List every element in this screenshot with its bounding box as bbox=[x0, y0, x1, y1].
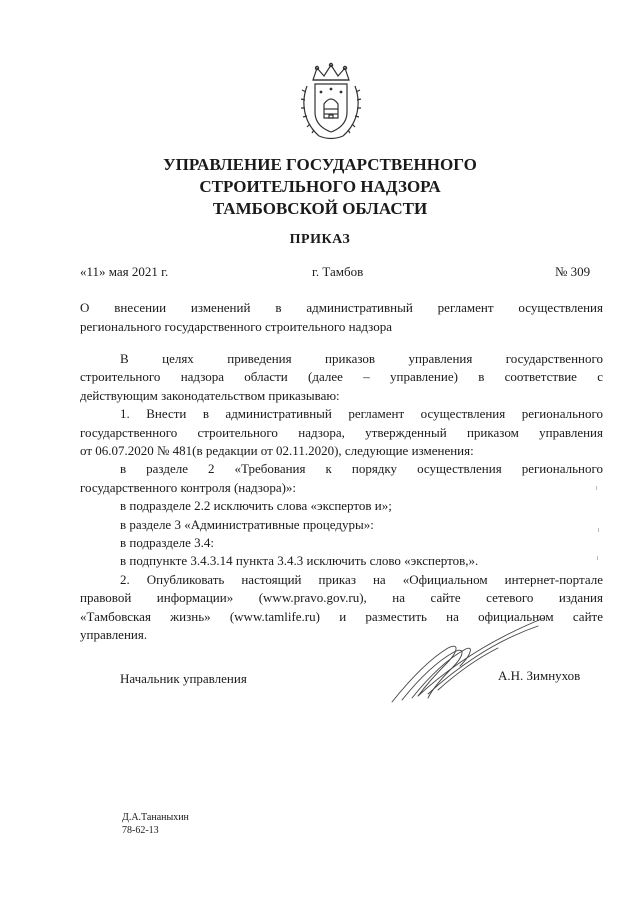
scan-speck bbox=[596, 486, 597, 490]
executor-phone: 78-62-13 bbox=[122, 825, 159, 836]
body-line: в подразделе 3.4: bbox=[120, 535, 215, 551]
organization-name bbox=[0, 154, 640, 220]
executor-name: Д.А.Тананыхин bbox=[122, 812, 189, 823]
body-line: в подразделе 2.2 исключить слова «экспертов и»; bbox=[120, 498, 392, 514]
handwritten-signature bbox=[388, 612, 548, 708]
order-city: г. Тамбов bbox=[312, 264, 364, 279]
scan-speck bbox=[598, 528, 599, 532]
body-line: 2. Опубликовать настоящий приказ на «Официальном интернет-портале bbox=[120, 571, 603, 587]
scan-speck bbox=[597, 556, 598, 560]
executor-info bbox=[122, 811, 189, 837]
order-subject bbox=[80, 298, 603, 336]
body-line: от 06.07.2020 № 481(в редакции от 02.11.2020), следующие изменения: bbox=[80, 443, 474, 459]
body-line: управления. bbox=[80, 627, 148, 643]
body-line: государственного контроля (надзора)»: bbox=[80, 479, 297, 495]
body-line: В целях приведения приказов управления государственного bbox=[120, 351, 603, 366]
order-number: № 309 bbox=[555, 264, 591, 279]
body-line: 1. Внести в административный регламент осуществления регионального bbox=[120, 406, 603, 422]
tambov-coat-of-arms-icon bbox=[297, 62, 365, 142]
body-line: в разделе 2 «Требования к порядку осуществления регионального bbox=[120, 461, 603, 477]
org-line: УПРАВЛЕНИЕ ГОСУДАРСТВЕННОГО bbox=[163, 155, 477, 174]
signatory-name: А.Н. Зимнухов bbox=[498, 668, 581, 683]
signatory-title: Начальник управления bbox=[120, 671, 247, 686]
order-date: «11» мая 2021 г. bbox=[80, 264, 169, 279]
subject-line: О внесении изменений в административный регламент осуществления bbox=[80, 300, 603, 315]
body-line: правовой информации» (www.pravo.gov.ru), на сайте сетевого издания bbox=[80, 590, 603, 606]
body-line: «Тамбовская жизнь» (www.tamlife.ru) и разместить на официальном сайте bbox=[80, 608, 603, 624]
body-line: строительного надзора области (далее – управление) в соответствие с bbox=[80, 369, 603, 385]
body-line: в разделе 3 «Административные процедуры»: bbox=[120, 516, 374, 532]
org-line: СТРОИТЕЛЬНОГО НАДЗОРА bbox=[199, 177, 441, 196]
subject-line: регионального государственного строительного надзора bbox=[80, 319, 392, 334]
org-line: ТАМБОВСКОЙ ОБЛАСТИ bbox=[212, 199, 428, 218]
body-line: в подпункте 3.4.3.14 пункта 3.4.3 исключить слово «экспертов,». bbox=[120, 553, 479, 569]
order-body bbox=[80, 350, 603, 645]
body-line: государственного строительного надзора, утвержденный приказом управления bbox=[80, 424, 603, 440]
body-line: действующим законодательством приказываю: bbox=[80, 387, 340, 403]
document-type: ПРИКАЗ bbox=[289, 232, 351, 247]
